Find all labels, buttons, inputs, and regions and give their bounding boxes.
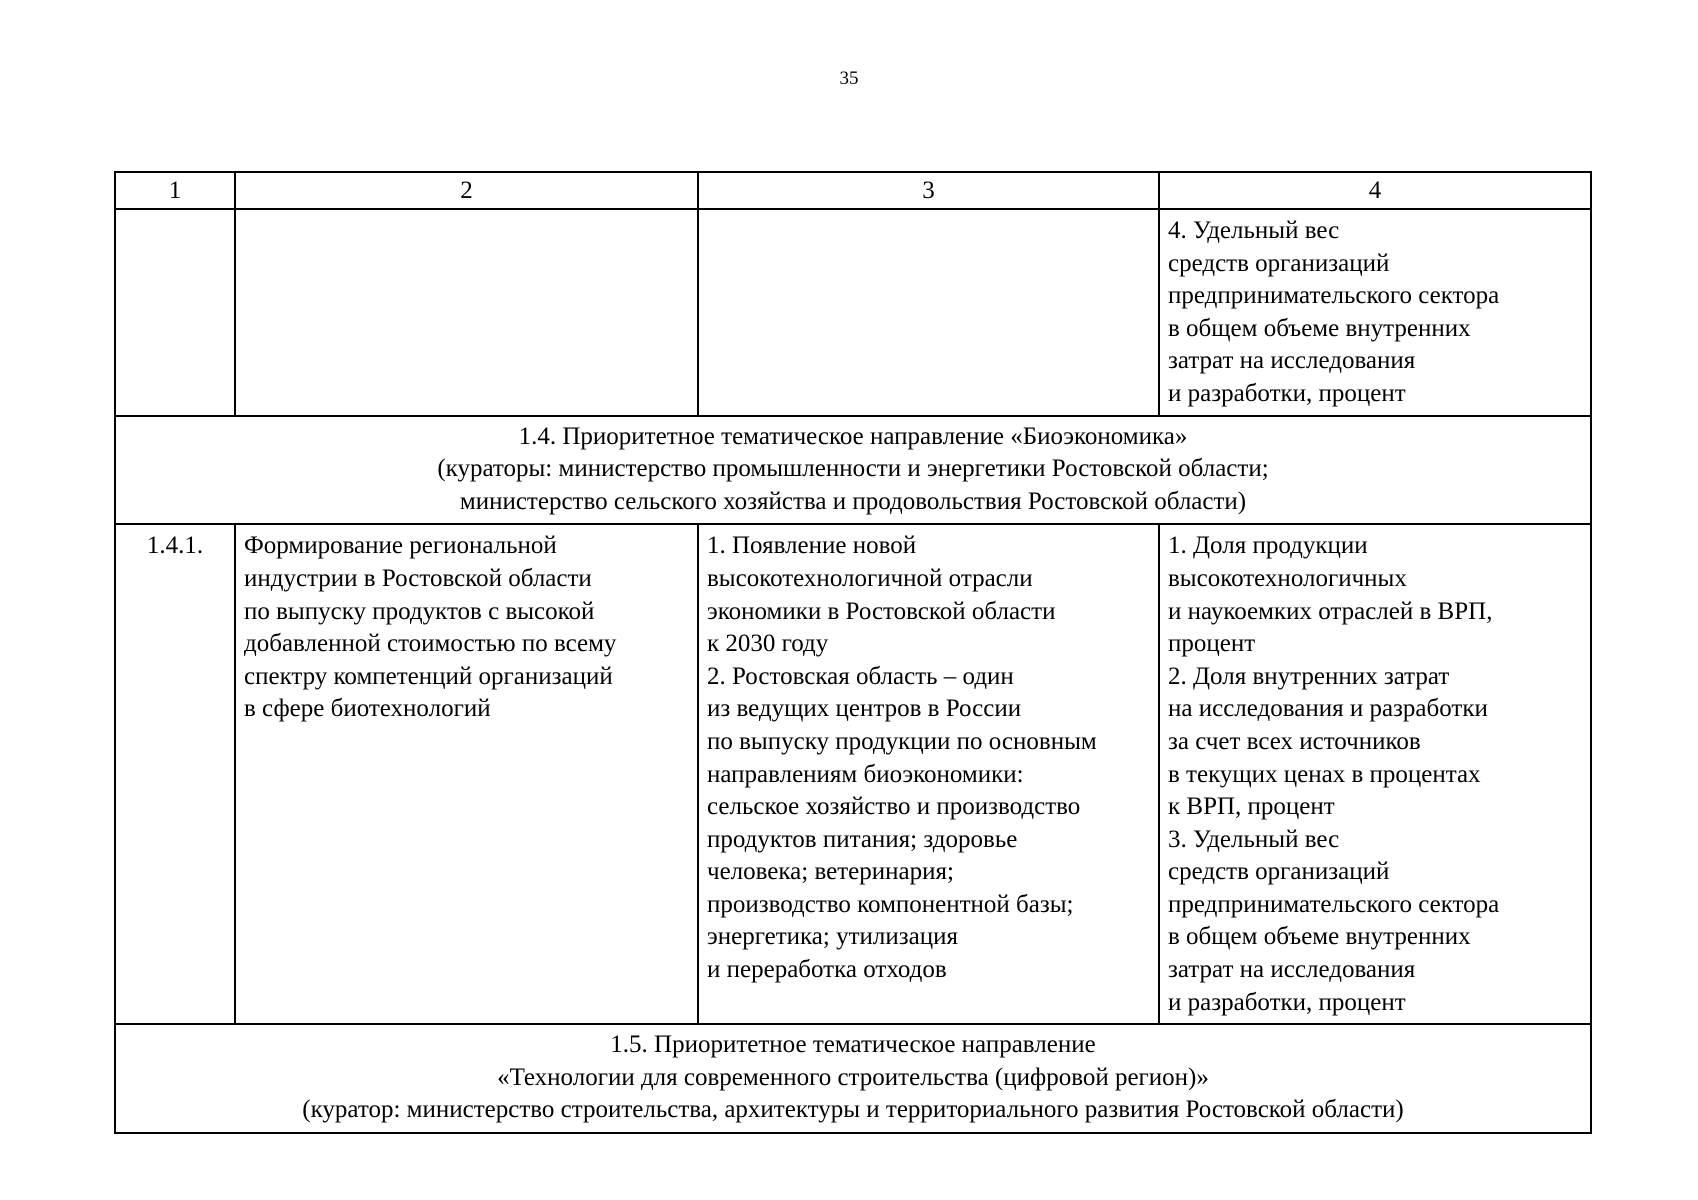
row-number: 1.4.1. <box>115 524 235 1024</box>
header-col-4: 4 <box>1159 172 1591 209</box>
continuation-col-1 <box>115 209 235 416</box>
table-row <box>115 524 1591 1024</box>
indicators: 1. Доля продукции высокотехнологичных и наукоемких отраслей в ВРП, процент 2. Доля внутренних затрат на исследования и разработки за счет всех источников в текущих ценах в процентах к ВРП, процент 3. Удельный вес средств организаций предпринимательского сектора в общем объеме внутренних затрат на исследования и разработки, процент <box>1159 524 1591 1024</box>
header-col-1: 1 <box>115 172 235 209</box>
task-description: Формирование региональной индустрии в Ростовской области по выпуску продуктов с высокой добавленной стоимостью по всему спектру компетенций организаций в сфере биотехнологий <box>235 524 698 1024</box>
expected-results: 1. Появление новой высокотехнологичной отрасли экономики в Ростовской области к 2030 году 2. Ростовская область – один из ведущих центров в России по выпуску продукции по основным направлениям биоэкономики: сельское хозяйство и производство продуктов питания; здоровье человека; ветеринария; производство компонентной базы; энергетика; утилизация и переработка отходов <box>698 524 1159 1024</box>
continuation-indicators: 4. Удельный вес средств организаций предпринимательского сектора в общем объеме внутренних затрат на исследования и разработки, процент <box>1159 209 1591 416</box>
header-col-3: 3 <box>698 172 1159 209</box>
header-col-2: 2 <box>235 172 698 209</box>
continuation-col-3 <box>698 209 1159 416</box>
section-1-4-title: 1.4. Приоритетное тематическое направление «Биоэкономика» (кураторы: министерство промышленности и энергетики Ростовской области; министерство сельского хозяйства и продовольствия Ростовской области) <box>115 416 1591 525</box>
document-table <box>114 171 1592 1134</box>
section-row-1-4 <box>115 416 1591 525</box>
section-row-1-5 <box>115 1024 1591 1133</box>
continuation-col-2 <box>235 209 698 416</box>
table-row <box>115 209 1591 416</box>
section-1-5-title: 1.5. Приоритетное тематическое направление «Технологии для современного строительства (цифровой регион)» (куратор: министерство строительства, архитектуры и территориального развития Ростовской области) <box>115 1024 1591 1133</box>
page-number: 35 <box>839 68 859 89</box>
table-header-row <box>115 172 1591 209</box>
